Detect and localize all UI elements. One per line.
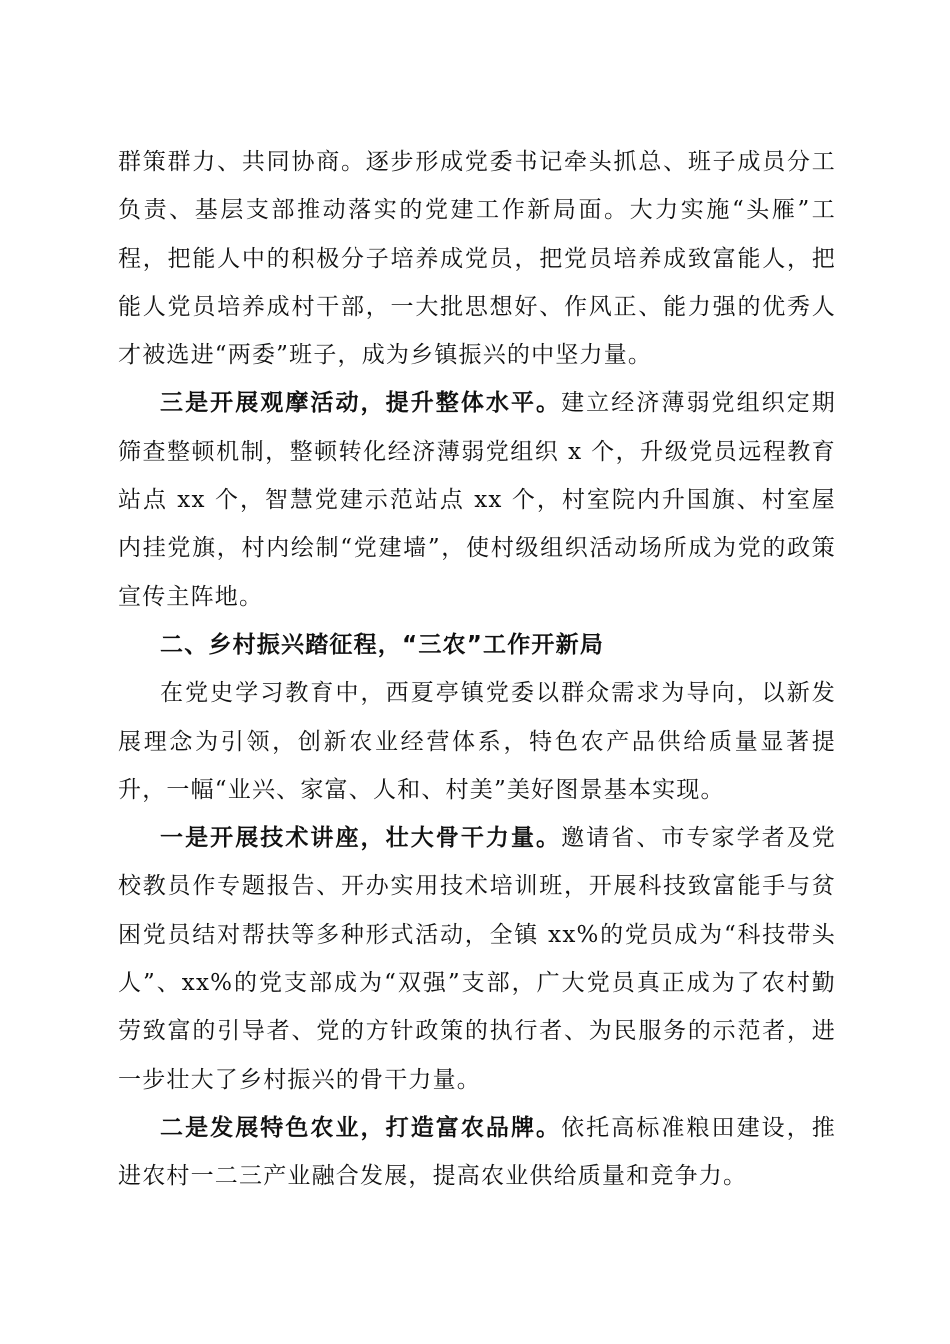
paragraph-inspection-activities	[118, 379, 836, 620]
paragraph-text: 邀请省、市专家学者及党校教员作专题报告、开办实用技术培训班，开展科技致富能手与贫困党员结对帮扶等多种形式活动，全镇 xx%的党员成为“科技带头人”、xx%的党支部成为“双强”支部，广大党员真正成为了农村勤劳致富的引导者、党的方针政策的执行者、为民服务的示范者，进一步壮大了乡村振兴的骨干力量。	[118, 825, 836, 1093]
section-heading-rural-revitalization: 二、乡村振兴踏征程，“三农”工作开新局	[160, 631, 605, 658]
paragraph-text: 建立经济薄弱党组织定期筛查整顿机制，整顿转化经济薄弱党组织 x 个，升级党员远程教育站点 xx 个，智慧党建示范站点 xx 个，村室院内升国旗、村室屋内挂党旗，村内绘制“党建墙”，使村级组织活动场所成为党的政策宣传主阵地。	[118, 390, 836, 610]
paragraph-section-intro	[118, 669, 836, 814]
paragraph-lead-sentence: 一是开展技术讲座，壮大骨干力量。	[160, 824, 562, 852]
paragraph-technical-lectures	[118, 814, 836, 1104]
paragraph-text: 在党史学习教育中，西夏亭镇党委以群众需求为导向，以新发展理念为引领，创新农业经营体系，特色农产品供给质量显著提升，一幅“业兴、家富、人和、村美”美好图景基本实现。	[118, 680, 836, 803]
paragraph-continuation	[118, 138, 836, 379]
document-page	[118, 138, 836, 1201]
paragraph-text: 依托高标准粮田建设，推进农村一二三产业融合发展，提高农业供给质量和竞争力。	[118, 1114, 836, 1190]
paragraph-text: 群策群力、共同协商。逐步形成党委书记牵头抓总、班子成员分工负责、基层支部推动落实的党建工作新局面。大力实施“头雁”工程，把能人中的积极分子培养成党员，把党员培养成致富能人，把能人党员培养成村干部，一大批思想好、作风正、能力强的优秀人才被选进“两委”班子，成为乡镇振兴的中坚力量。	[118, 149, 836, 369]
paragraph-lead-sentence: 三是开展观摩活动，提升整体水平。	[160, 389, 562, 417]
paragraph-specialty-agriculture	[118, 1104, 836, 1201]
paragraph-lead-sentence: 二是发展特色农业，打造富农品牌。	[160, 1113, 562, 1141]
